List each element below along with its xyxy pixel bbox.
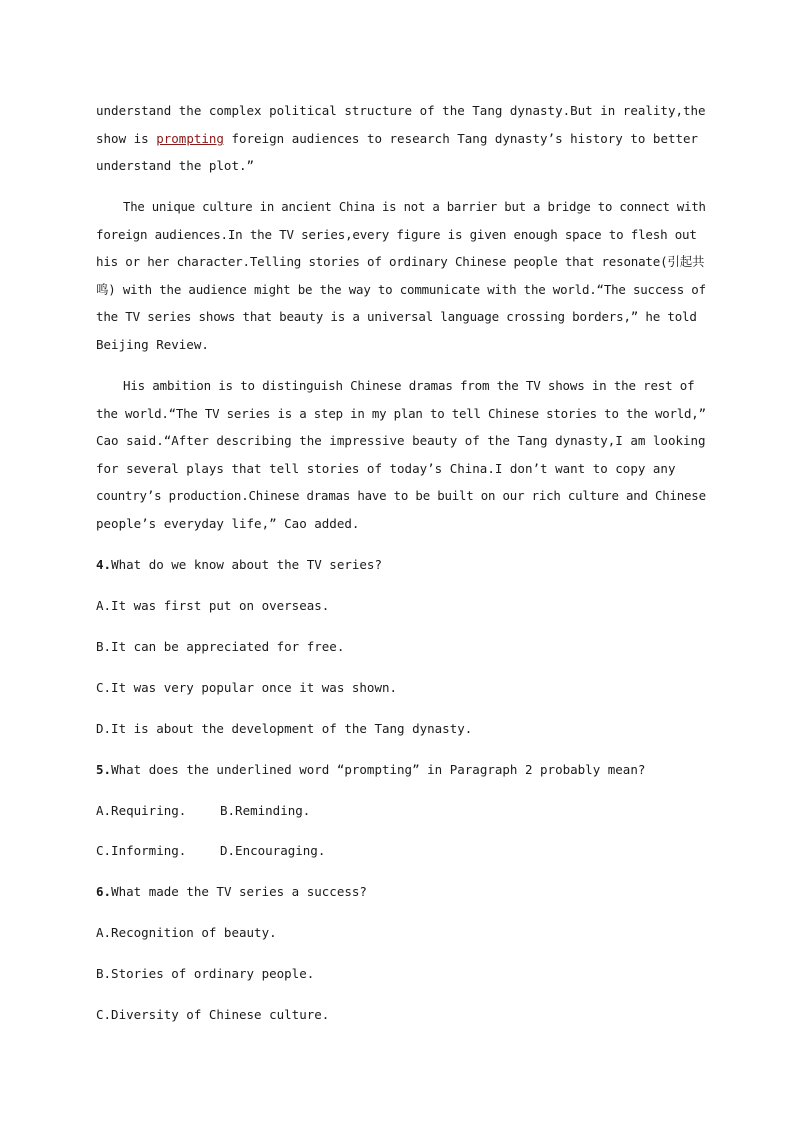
- option-b: B.It can be appreciated for free.: [96, 639, 345, 654]
- paragraph-line: The unique culture in ancient China is not a barrier but a bridge to connect with: [123, 200, 706, 214]
- question-text: What do we know about the TV series?: [111, 557, 382, 572]
- paragraph-line: [96, 131, 698, 147]
- underlined-word: prompting: [156, 131, 224, 146]
- option-b: B.Reminding.: [220, 803, 311, 818]
- question-number: 4.: [96, 557, 112, 572]
- paragraph-line: 鸣) with the audience might be the way to communicate with the world.“The success of: [96, 282, 706, 297]
- paragraph-line: understand the complex political structure of the Tang dynasty.But in reality,the: [96, 103, 706, 118]
- question-4: [96, 557, 382, 573]
- paragraph-line: foreign audiences.In the TV series,every figure is given enough space to flesh out: [96, 227, 697, 242]
- option-a: A.Recognition of beauty.: [96, 925, 277, 940]
- options-row-ab: [96, 803, 396, 819]
- option-c: C.Diversity of Chinese culture.: [96, 1007, 330, 1022]
- paragraph-line: Cao said.“After describing the impressive beauty of the Tang dynasty,I am looking: [96, 433, 706, 448]
- paragraph-line: the world.“The TV series is a step in my plan to tell Chinese stories to the world,”: [96, 406, 706, 421]
- paragraph-line: His ambition is to distinguish Chinese dramas from the TV shows in the rest of: [123, 378, 695, 393]
- option-c: C.It was very popular once it was shown.: [96, 680, 398, 695]
- paragraph-line: Beijing Review.: [96, 337, 209, 352]
- paragraph-line: country’s production.Chinese dramas have to be built on our rich culture and Chinese: [96, 488, 706, 503]
- question-text: What made the TV series a success?: [111, 884, 367, 899]
- option-a: A.Requiring.: [96, 803, 187, 818]
- paragraph-line: for several plays that tell stories of today’s China.I don’t want to copy any: [96, 461, 676, 476]
- option-d: D.It is about the development of the Tang dynasty.: [96, 721, 473, 736]
- question-5: [96, 762, 645, 778]
- question-number: 6.: [96, 884, 112, 899]
- option-c: C.Informing.: [96, 843, 187, 858]
- paragraph-line: the TV series shows that beauty is a universal language crossing borders,” he told: [96, 309, 697, 324]
- option-d: D.Encouraging.: [220, 843, 326, 858]
- option-a: A.It was first put on overseas.: [96, 598, 330, 613]
- paragraph-line: understand the plot.”: [96, 158, 255, 173]
- line-prefix: show is: [96, 131, 157, 146]
- paragraph-line: people’s everyday life,” Cao added.: [96, 516, 360, 531]
- options-row-cd: [96, 843, 396, 859]
- question-number: 5.: [96, 762, 112, 777]
- paragraph-line: his or her character.Telling stories of ordinary Chinese people that resonate(引起共: [96, 254, 705, 269]
- line-rest: foreign audiences to research Tang dynasty’s history to better: [231, 131, 699, 146]
- question-text: What does the underlined word “prompting” in Paragraph 2 probably mean?: [111, 762, 646, 777]
- question-6: [96, 884, 367, 900]
- option-b: B.Stories of ordinary people.: [96, 966, 315, 981]
